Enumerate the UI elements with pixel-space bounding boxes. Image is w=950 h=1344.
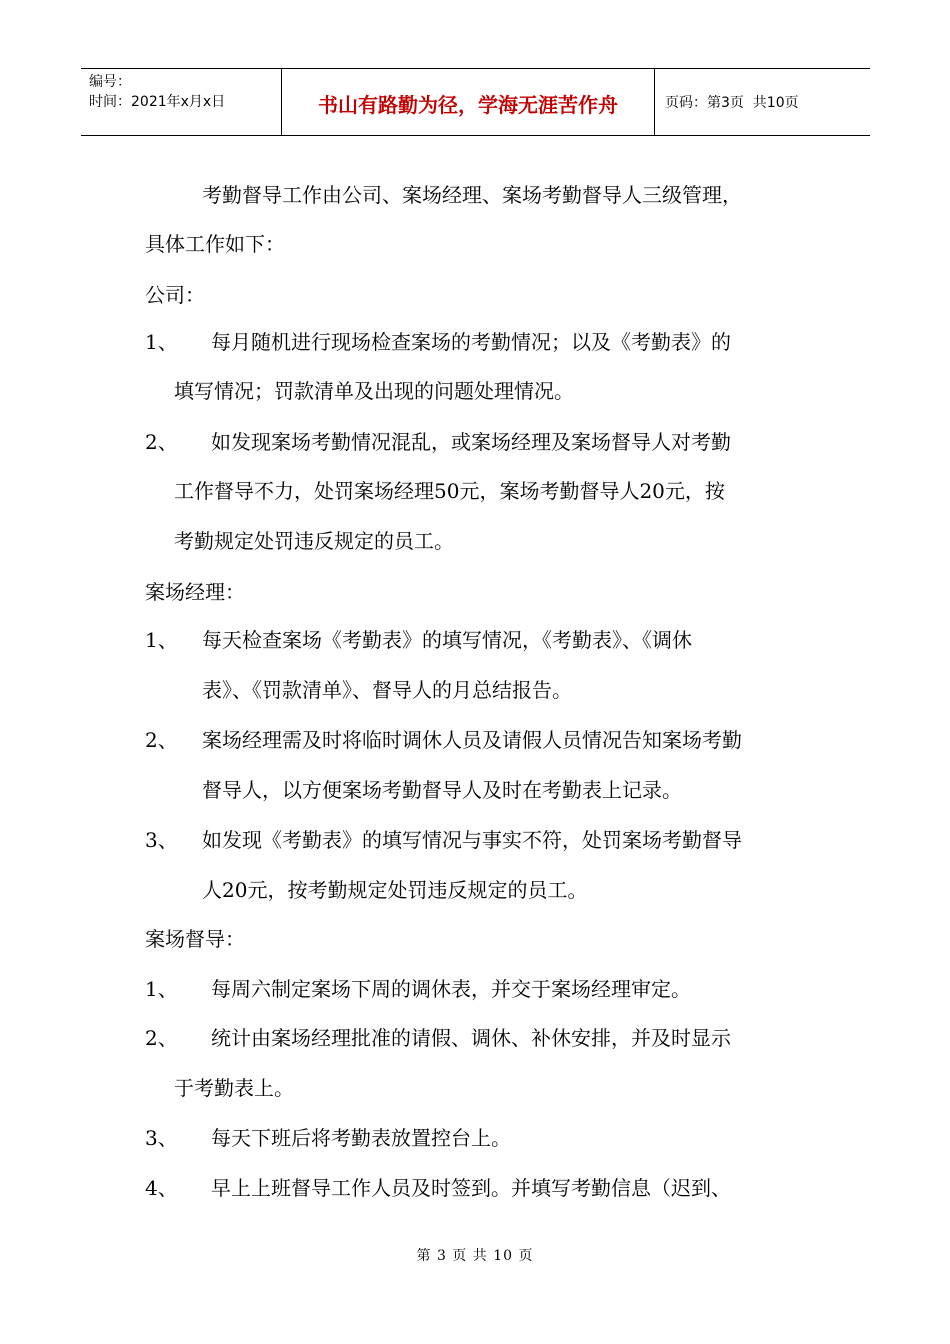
supervisor-item-3-line-1: 每天下班后将考勤表放置控台上。 bbox=[211, 1126, 511, 1150]
supervisor-item-1-line-1: 每周六制定案场下周的调休表，并交于案场经理审定。 bbox=[211, 977, 691, 1001]
page-footer: 第 3 页 共 10 页 bbox=[416, 1248, 534, 1264]
company-item-1-number: 1、 bbox=[145, 330, 178, 354]
header-meta bbox=[81, 69, 282, 135]
document-time-label: 时间：2021年x月x日 bbox=[89, 94, 226, 110]
supervisor-item-2-line-1: 统计由案场经理批准的请假、调休、补休安排，并及时显示 bbox=[211, 1026, 731, 1050]
supervisor-item-1-number: 1、 bbox=[145, 977, 178, 1001]
supervisor-item-4-line-1: 早上上班督导工作人员及时签到。并填写考勤信息（迟到、 bbox=[211, 1176, 731, 1200]
company-item-2-line-3: 考勤规定处罚违反规定的员工。 bbox=[174, 529, 454, 553]
manager-item-3-line-1: 如发现《考勤表》的填写情况与事实不符，处罚案场考勤督导 bbox=[202, 828, 742, 852]
supervisor-item-2-number: 2、 bbox=[145, 1026, 178, 1050]
supervisor-item-4-number: 4、 bbox=[145, 1176, 178, 1200]
manager-heading: 案场经理： bbox=[145, 580, 245, 604]
header-motto: 书山有路勤为径，学海无涯苦作舟 bbox=[282, 69, 655, 135]
supervisor-item-3-number: 3、 bbox=[145, 1126, 178, 1150]
manager-item-2-line-2: 督导人，以方便案场考勤督导人及时在考勤表上记录。 bbox=[202, 778, 682, 802]
document-code-label: 编号： bbox=[89, 74, 131, 90]
manager-item-1-line-1: 每天检查案场《考勤表》的填写情况，《考勤表》、《调休 bbox=[202, 628, 692, 652]
manager-item-2-number: 2、 bbox=[145, 728, 178, 752]
manager-item-2-line-1: 案场经理需及时将临时调休人员及请假人员情况告知案场考勤 bbox=[202, 728, 742, 752]
company-item-1-line-1: 每月随机进行现场检查案场的考勤情况；以及《考勤表》的 bbox=[211, 330, 731, 354]
company-item-1-line-2: 填写情况；罚款清单及出现的问题处理情况。 bbox=[174, 379, 574, 403]
company-heading: 公司： bbox=[145, 283, 205, 307]
company-item-2-line-2: 工作督导不力，处罚案场经理50元，案场考勤督导人20元，按 bbox=[174, 479, 725, 503]
supervisor-heading: 案场督导： bbox=[145, 927, 245, 951]
page-header bbox=[81, 68, 870, 136]
manager-item-3-number: 3、 bbox=[145, 828, 178, 852]
intro-line-2: 具体工作如下： bbox=[145, 232, 285, 256]
company-item-2-number: 2、 bbox=[145, 430, 178, 454]
company-item-2-line-1: 如发现案场考勤情况混乱，或案场经理及案场督导人对考勤 bbox=[211, 430, 731, 454]
manager-item-1-number: 1、 bbox=[145, 628, 178, 652]
intro-line-1: 考勤督导工作由公司、案场经理、案场考勤督导人三级管理， bbox=[202, 183, 742, 207]
supervisor-item-2-line-2: 于考勤表上。 bbox=[174, 1076, 294, 1100]
header-page-info bbox=[655, 69, 870, 135]
page-info-text: 页码：第3页 共10页 bbox=[665, 95, 799, 111]
manager-item-1-line-2: 表》、《罚款清单》、督导人的月总结报告。 bbox=[202, 678, 572, 702]
manager-item-3-line-2: 人20元，按考勤规定处罚违反规定的员工。 bbox=[202, 878, 588, 902]
